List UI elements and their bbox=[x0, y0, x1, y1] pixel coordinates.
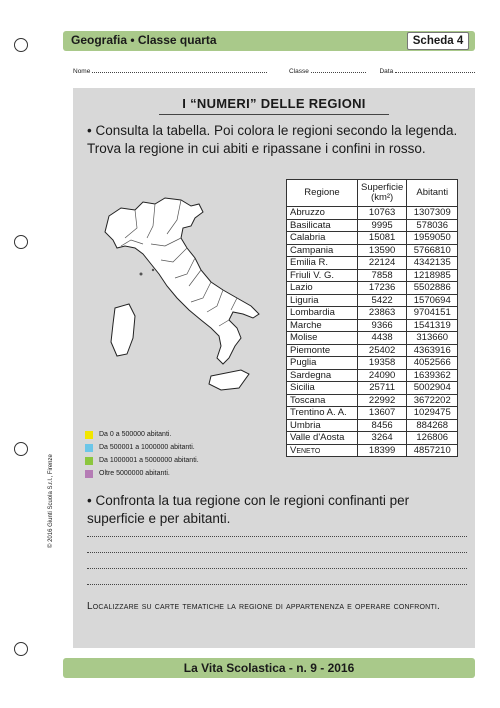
region-cell: Veneto bbox=[287, 444, 358, 457]
table-row bbox=[287, 357, 458, 370]
table-row bbox=[287, 344, 458, 357]
region-cell: Sicilia bbox=[287, 382, 358, 395]
table-row bbox=[287, 394, 458, 407]
column-header-population: Abitanti bbox=[407, 180, 458, 207]
legend-swatch-purple bbox=[85, 470, 93, 478]
class-label: Classe bbox=[288, 68, 309, 75]
region-cell: Campania bbox=[287, 244, 358, 257]
legend-label: Oltre 5000000 abitanti. bbox=[99, 470, 170, 477]
answer-line-4[interactable] bbox=[87, 584, 467, 585]
area-cell: 9995 bbox=[358, 219, 407, 232]
binder-hole-4 bbox=[14, 642, 28, 656]
region-cell: Marche bbox=[287, 319, 358, 332]
legend-swatch-green bbox=[85, 457, 93, 465]
table-row bbox=[287, 432, 458, 445]
table-row bbox=[287, 269, 458, 282]
area-cell: 5422 bbox=[358, 294, 407, 307]
legend-label: Da 0 a 500000 abitanti. bbox=[99, 431, 172, 438]
area-cell: 25402 bbox=[358, 344, 407, 357]
table-row bbox=[287, 369, 458, 382]
table-row bbox=[287, 232, 458, 245]
area-cell: 23863 bbox=[358, 307, 407, 320]
area-cell: 22124 bbox=[358, 257, 407, 270]
table-row bbox=[287, 282, 458, 295]
region-cell: Molise bbox=[287, 332, 358, 345]
table-row bbox=[287, 257, 458, 270]
population-cell: 1218985 bbox=[407, 269, 458, 282]
area-cell: 13607 bbox=[358, 407, 407, 420]
region-cell: Lombardia bbox=[287, 307, 358, 320]
table-row bbox=[287, 382, 458, 395]
area-cell: 13590 bbox=[358, 244, 407, 257]
region-cell: Basilicata bbox=[287, 219, 358, 232]
italy-map[interactable] bbox=[91, 186, 271, 416]
population-cell: 9704151 bbox=[407, 307, 458, 320]
header-bar bbox=[63, 31, 475, 51]
page-title: I “NUMERI” DELLE REGIONI bbox=[182, 96, 366, 111]
area-cell: 3264 bbox=[358, 432, 407, 445]
answer-line-1[interactable] bbox=[87, 536, 467, 537]
area-cell: 24090 bbox=[358, 369, 407, 382]
region-cell: Umbria bbox=[287, 419, 358, 432]
area-cell: 19358 bbox=[358, 357, 407, 370]
region-cell: Sardegna bbox=[287, 369, 358, 382]
population-cell: 1029475 bbox=[407, 407, 458, 420]
table-row bbox=[287, 294, 458, 307]
class-field[interactable] bbox=[311, 66, 366, 73]
table-row bbox=[287, 332, 458, 345]
column-header-area: Superficie (km²) bbox=[358, 180, 407, 207]
population-cell: 4363916 bbox=[407, 344, 458, 357]
population-cell: 126806 bbox=[407, 432, 458, 445]
table-row bbox=[287, 219, 458, 232]
area-cell: 15081 bbox=[358, 232, 407, 245]
region-cell: Piemonte bbox=[287, 344, 358, 357]
area-cell: 9366 bbox=[358, 319, 407, 332]
population-cell: 5766810 bbox=[407, 244, 458, 257]
table-row bbox=[287, 419, 458, 432]
copyright-notice: © 2016 Giunti Scuola S.r.l., Firenze bbox=[48, 454, 54, 548]
population-cell: 313660 bbox=[407, 332, 458, 345]
legend-item bbox=[85, 428, 199, 441]
legend bbox=[85, 428, 199, 480]
table-row bbox=[287, 407, 458, 420]
region-cell: Emilia R. bbox=[287, 257, 358, 270]
subject-label: Geografia • Classe quarta bbox=[71, 33, 217, 47]
table-row bbox=[287, 444, 458, 457]
date-field[interactable] bbox=[395, 66, 475, 73]
area-cell: 10763 bbox=[358, 207, 407, 220]
population-cell: 1307309 bbox=[407, 207, 458, 220]
legend-item bbox=[85, 467, 199, 480]
legend-swatch-blue bbox=[85, 444, 93, 452]
legend-swatch-yellow bbox=[85, 431, 93, 439]
area-cell: 25711 bbox=[358, 382, 407, 395]
answer-line-2[interactable] bbox=[87, 552, 467, 553]
region-cell: Liguria bbox=[287, 294, 358, 307]
area-cell: 18399 bbox=[358, 444, 407, 457]
population-cell: 1541319 bbox=[407, 319, 458, 332]
region-cell: Valle d'Aosta bbox=[287, 432, 358, 445]
population-cell: 4342135 bbox=[407, 257, 458, 270]
area-cell: 17236 bbox=[358, 282, 407, 295]
population-cell: 1959050 bbox=[407, 232, 458, 245]
region-cell: Toscana bbox=[287, 394, 358, 407]
population-cell: 1639362 bbox=[407, 369, 458, 382]
footer-bar: La Vita Scolastica - n. 9 - 2016 bbox=[63, 658, 475, 678]
regions-table bbox=[286, 179, 458, 457]
table-header-row bbox=[287, 180, 458, 207]
binder-hole-2 bbox=[14, 235, 28, 249]
table-row bbox=[287, 307, 458, 320]
area-cell: 4438 bbox=[358, 332, 407, 345]
name-field[interactable] bbox=[92, 66, 267, 73]
table-row bbox=[287, 319, 458, 332]
population-cell: 5502886 bbox=[407, 282, 458, 295]
title-underline bbox=[159, 114, 389, 115]
legend-label: Da 500001 a 1000000 abitanti. bbox=[99, 444, 195, 451]
legend-label: Da 1000001 a 5000000 abitanti. bbox=[99, 457, 199, 464]
region-cell: Calabria bbox=[287, 232, 358, 245]
student-fields bbox=[73, 66, 473, 75]
area-cell: 7858 bbox=[358, 269, 407, 282]
table-row bbox=[287, 207, 458, 220]
region-cell: Lazio bbox=[287, 282, 358, 295]
population-cell: 4857210 bbox=[407, 444, 458, 457]
population-cell: 578036 bbox=[407, 219, 458, 232]
sheet-number: Scheda 4 bbox=[407, 32, 469, 50]
table-row bbox=[287, 244, 458, 257]
teacher-note: Localizzare su carte tematiche la regione di appartenenza e operare confronti. bbox=[87, 601, 441, 612]
binder-hole-1 bbox=[14, 38, 28, 52]
legend-item bbox=[85, 454, 199, 467]
area-cell: 22992 bbox=[358, 394, 407, 407]
region-cell: Abruzzo bbox=[287, 207, 358, 220]
population-cell: 4052566 bbox=[407, 357, 458, 370]
region-cell: Trentino A. A. bbox=[287, 407, 358, 420]
population-cell: 5002904 bbox=[407, 382, 458, 395]
legend-item bbox=[85, 441, 199, 454]
exercise-panel bbox=[73, 88, 475, 648]
region-cell: Puglia bbox=[287, 357, 358, 370]
instruction-1: • Consulta la tabella. Poi colora le regioni secondo la legenda. Trova la regione in cui abiti e ripassane i confini in rosso. bbox=[87, 123, 458, 156]
population-cell: 884268 bbox=[407, 419, 458, 432]
area-cell: 8456 bbox=[358, 419, 407, 432]
answer-line-3[interactable] bbox=[87, 568, 467, 569]
population-cell: 1570694 bbox=[407, 294, 458, 307]
population-cell: 3672202 bbox=[407, 394, 458, 407]
date-label: Data bbox=[379, 68, 394, 75]
region-cell: Friuli V. G. bbox=[287, 269, 358, 282]
instruction-2: • Confronta la tua regione con le regioni confinanti per superficie e per abitanti. bbox=[87, 493, 410, 526]
column-header-region: Regione bbox=[287, 180, 358, 207]
name-label: Nome bbox=[73, 68, 91, 75]
binder-hole-3 bbox=[14, 442, 28, 456]
